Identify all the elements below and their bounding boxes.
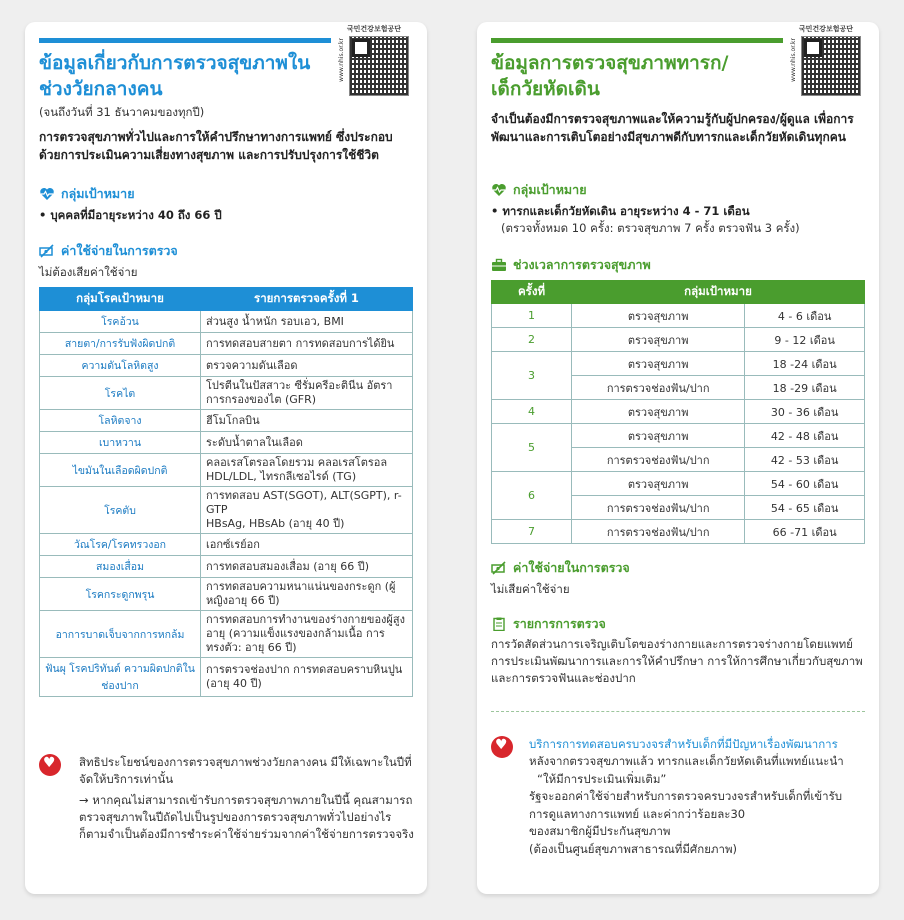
checkup-type-cell: การตรวจช่องฟัน/ปาก <box>572 376 745 400</box>
disease-group-cell: โรคกระดูกพรุน <box>40 578 201 611</box>
checkup-type-cell: การตรวจช่องฟัน/ปาก <box>572 496 745 520</box>
checkup-item-cell: ส่วนสูง น้ำหนัก รอบเอว, BMI <box>201 311 413 333</box>
visit-number-cell: 4 <box>492 400 572 424</box>
checkup-item-cell: ฮีโมโกลบิน <box>201 410 413 432</box>
period-heading-label: ช่วงเวลาการตรวจสุขภาพ <box>513 257 651 272</box>
lead-text: การตรวจสุขภาพทั่วไปและการให้คำปรึกษาทางการแพทย์ ซึ่งประกอบด้วยการประเมินความเสี่ยงทางสุขภาพ และการปรับปรุงการใช้ชีวิต <box>39 130 393 162</box>
table-row <box>492 328 865 352</box>
target-note: (ตรวจทั้งหมด 10 ครั้ง: ตรวจสุขภาพ 7 ครั้ง ตรวจฟัน 3 ครั้ง) <box>501 221 800 235</box>
table-row <box>40 377 413 410</box>
clipboard-icon <box>491 617 507 631</box>
checkup-item-cell: การทดสอบสมองเสื่อม (อายุ 66 ปี) <box>201 556 413 578</box>
disease-group-cell: อาการบาดเจ็บจากการหกล้ม <box>40 611 201 658</box>
items-text: การวัดสัดส่วนการเจริญเติบโตของร่างกายและการตรวจร่างกายโดยแพทย์ การประเมินพัฒนาการและการให้คำปรึกษา การให้การศึกษาเกี่ยวกับสุขภาพและการตรวจฟันและช่องปาก <box>491 637 863 685</box>
schedule-table <box>491 280 865 544</box>
disease-group-cell: ความดันโลหิตสูง <box>40 355 201 377</box>
target-text: • บุคคลที่มีอายุระหว่าง 40 ถึง 66 ปี <box>39 208 222 222</box>
checkup-item-cell: การตรวจช่องปาก การทดสอบคราบหินปูน (อายุ 40 ปี) <box>201 658 413 697</box>
heart-pulse-icon <box>491 183 507 197</box>
disease-group-cell: ฟันผุ โรคปริทันต์ ความผิดปกติในช่องปาก <box>40 658 201 697</box>
table-row <box>40 355 413 377</box>
table-row <box>40 311 413 333</box>
checkup-item-cell: ระดับน้ำตาลในเลือด <box>201 432 413 454</box>
page-title: ข้อมูลเกี่ยวกับการตรวจสุขภาพในช่วงวัยกลางคน <box>39 52 311 100</box>
checkup-type-cell: ตรวจสุขภาพ <box>572 472 745 496</box>
table-row <box>40 454 413 487</box>
age-range-cell: 18 -29 เดือน <box>745 376 865 400</box>
cost-heading-label: ค่าใช้จ่ายในการตรวจ <box>513 560 630 575</box>
accent-bar <box>39 38 331 43</box>
table-header: ครั้งที่ <box>492 281 572 304</box>
disease-group-cell: สมองเสื่อม <box>40 556 201 578</box>
qr-code-block <box>338 24 413 100</box>
table-row <box>492 472 865 496</box>
table-header: กลุ่มเป้าหมาย <box>572 281 865 304</box>
note-title: บริการการทดสอบครบวงจรสำหรับเด็กที่มีปัญหาเรื่องพัฒนาการ <box>529 737 838 751</box>
table-row <box>40 487 413 534</box>
age-range-cell: 30 - 36 เดือน <box>745 400 865 424</box>
lead-text: จำเป็นต้องมีการตรวจสุขภาพและให้ความรู้กับผู้ปกครอง/ผู้ดูแล เพื่อการพัฒนาและการเติบโตอย่างมีสุขภาพดีกับทารกและเด็กวัยหัดเดินทุกคน <box>491 112 854 144</box>
qr-code-icon[interactable] <box>801 36 861 96</box>
subtitle: (จนถึงวันที่ 31 ธันวาคมของทุกปี) <box>39 105 205 119</box>
briefcase-icon <box>491 258 507 272</box>
site-url: www.nhis.or.kr <box>790 38 797 82</box>
heart-icon <box>39 754 61 776</box>
right-info-card <box>477 22 879 894</box>
disease-group-cell: ไขมันในเลือดผิดปกติ <box>40 454 201 487</box>
divider <box>491 711 865 712</box>
table-row <box>492 304 865 328</box>
note-line: ของสมาชิกผู้มีประกันสุขภาพ <box>529 824 671 838</box>
age-range-cell: 9 - 12 เดือน <box>745 328 865 352</box>
disease-group-cell: สายตา/การรับฟังผิดปกติ <box>40 333 201 355</box>
checkup-type-cell: ตรวจสุขภาพ <box>572 304 745 328</box>
checkup-type-cell: ตรวจสุขภาพ <box>572 328 745 352</box>
cost-heading <box>39 241 178 261</box>
checkup-table <box>39 287 413 697</box>
money-icon <box>39 244 55 258</box>
qr-code-block <box>790 24 865 100</box>
table-header: กลุ่มโรคเป้าหมาย <box>40 288 201 311</box>
checkup-type-cell: ตรวจสุขภาพ <box>572 424 745 448</box>
table-header: รายการตรวจครั้งที่ 1 <box>201 288 413 311</box>
items-heading <box>491 614 606 634</box>
age-range-cell: 4 - 6 เดือน <box>745 304 865 328</box>
checkup-item-cell: เอกซ์เรย์อก <box>201 534 413 556</box>
left-info-card <box>25 22 427 894</box>
table-row <box>40 333 413 355</box>
qr-code-icon[interactable] <box>349 36 409 96</box>
nhis-logo: 국민건강보험공단 <box>798 25 853 33</box>
disease-group-cell: โรคอ้วน <box>40 311 201 333</box>
visit-number-cell: 3 <box>492 352 572 400</box>
target-heading-label: กลุ่มเป้าหมาย <box>513 182 587 197</box>
checkup-item-cell: การทดสอบสายตา การทดสอบการได้ยิน <box>201 333 413 355</box>
visit-number-cell: 6 <box>492 472 572 520</box>
table-row <box>40 534 413 556</box>
table-row <box>40 611 413 658</box>
age-range-cell: 42 - 53 เดือน <box>745 448 865 472</box>
checkup-type-cell: ตรวจสุขภาพ <box>572 400 745 424</box>
disease-group-cell: โรคตับ <box>40 487 201 534</box>
money-icon <box>491 561 507 575</box>
site-url: www.nhis.or.kr <box>338 38 345 82</box>
table-row <box>492 520 865 544</box>
disease-group-cell: วัณโรค/โรคทรวงอก <box>40 534 201 556</box>
disease-group-cell: เบาหวาน <box>40 432 201 454</box>
checkup-item-cell: การทดสอบการทำงานของร่างกายของผู้สูงอายุ (ความแข็งแรงของกล้ามเนื้อ การทรงตัว: อายุ 66 ปี) <box>201 611 413 658</box>
note-body <box>529 753 869 858</box>
visit-number-cell: 2 <box>492 328 572 352</box>
age-range-cell: 18 -24 เดือน <box>745 352 865 376</box>
visit-number-cell: 7 <box>492 520 572 544</box>
table-row <box>40 432 413 454</box>
visit-number-cell: 1 <box>492 304 572 328</box>
checkup-type-cell: การตรวจช่องฟัน/ปาก <box>572 520 745 544</box>
checkup-item-cell: โปรตีนในปัสสาวะ ซีรั่มครีอะตินีน อัตราการกรองของไต (GFR) <box>201 377 413 410</box>
target-text: • ทารกและเด็กวัยหัดเดิน อายุระหว่าง 4 - 71 เดือน <box>491 204 750 218</box>
note-text: สิทธิประโยชน์ของการตรวจสุขภาพช่วงวัยกลางคน มีให้เฉพาะในปีที่จัดให้บริการเท่านั้น <box>79 755 412 786</box>
heart-pulse-icon <box>39 187 55 201</box>
target-heading <box>39 184 135 204</box>
table-row <box>492 400 865 424</box>
target-heading-label: กลุ่มเป้าหมาย <box>61 186 135 201</box>
items-heading-label: รายการการตรวจ <box>513 616 606 631</box>
note-line: หลังจากตรวจสุขภาพแล้ว ทารกและเด็กวัยหัดเดินที่แพทย์แนะนำ <box>529 754 844 768</box>
note-line: รัฐจะออกค่าใช้จ่ายสำหรับการตรวจครบวงจรสำหรับเด็กที่เข้ารับ <box>529 789 843 803</box>
heart-icon <box>491 736 513 758</box>
period-heading <box>491 255 651 275</box>
note-line: “ให้มีการประเมินเพิ่มเติม” <box>537 771 667 786</box>
disease-group-cell: โรคไต <box>40 377 201 410</box>
age-range-cell: 42 - 48 เดือน <box>745 424 865 448</box>
checkup-type-cell: ตรวจสุขภาพ <box>572 352 745 376</box>
nhis-logo: 국민건강보험공단 <box>346 25 401 33</box>
page-title: ข้อมูลการตรวจสุขภาพทารก/เด็กวัยหัดเดิน <box>491 52 729 100</box>
table-row <box>40 410 413 432</box>
age-range-cell: 54 - 60 เดือน <box>745 472 865 496</box>
age-range-cell: 54 - 65 เดือน <box>745 496 865 520</box>
note-line: การดูแลทางการแพทย์ และค่ากว่าร้อยละ30 <box>529 806 746 821</box>
note-line: (ต้องเป็นศูนย์สุขภาพสาธารณที่มีศักยภาพ) <box>529 841 738 856</box>
checkup-item-cell: การทดสอบ AST(SGOT), ALT(SGPT), r-GTP HBsAg, HBsAb (อายุ 40 ปี) <box>201 487 413 534</box>
cost-heading-label: ค่าใช้จ่ายในการตรวจ <box>61 243 178 258</box>
cost-text: ไม่เสียค่าใช้จ่าย <box>491 582 570 596</box>
table-row <box>492 352 865 376</box>
table-row <box>40 578 413 611</box>
target-heading <box>491 180 587 200</box>
table-row <box>40 658 413 697</box>
checkup-item-cell: ตรวจความดันเลือด <box>201 355 413 377</box>
table-row <box>40 556 413 578</box>
checkup-type-cell: การตรวจช่องฟัน/ปาก <box>572 448 745 472</box>
checkup-item-cell: การทดสอบความหนาแน่นของกระดูก (ผู้หญิงอายุ 66 ปี) <box>201 578 413 611</box>
checkup-item-cell: คลอเรสโตรอลโดยรวม คลอเรสโตรอล HDL/LDL, ไทรกลีเซอไรด์ (TG) <box>201 454 413 487</box>
cost-heading <box>491 558 630 578</box>
cost-text: ไม่ต้องเสียค่าใช้จ่าย <box>39 265 138 279</box>
accent-bar <box>491 38 783 43</box>
visit-number-cell: 5 <box>492 424 572 472</box>
disease-group-cell: โลหิตจาง <box>40 410 201 432</box>
note-arrow-text: → หากคุณไม่สามารถเข้ารับการตรวจสุขภาพภายในปีนี้ คุณสามารถตรวจสุขภาพในปีถัดไปเป็นรูปของการตรวจสุขภาพทั่วไปอย่างไรก็ตามจำเป็นต้องมีการชำระค่าใช้จ่ายร่วมจากค่าใช้จ่ายการตรวจจริง <box>79 793 414 841</box>
age-range-cell: 66 -71 เดือน <box>745 520 865 544</box>
table-row <box>492 424 865 448</box>
